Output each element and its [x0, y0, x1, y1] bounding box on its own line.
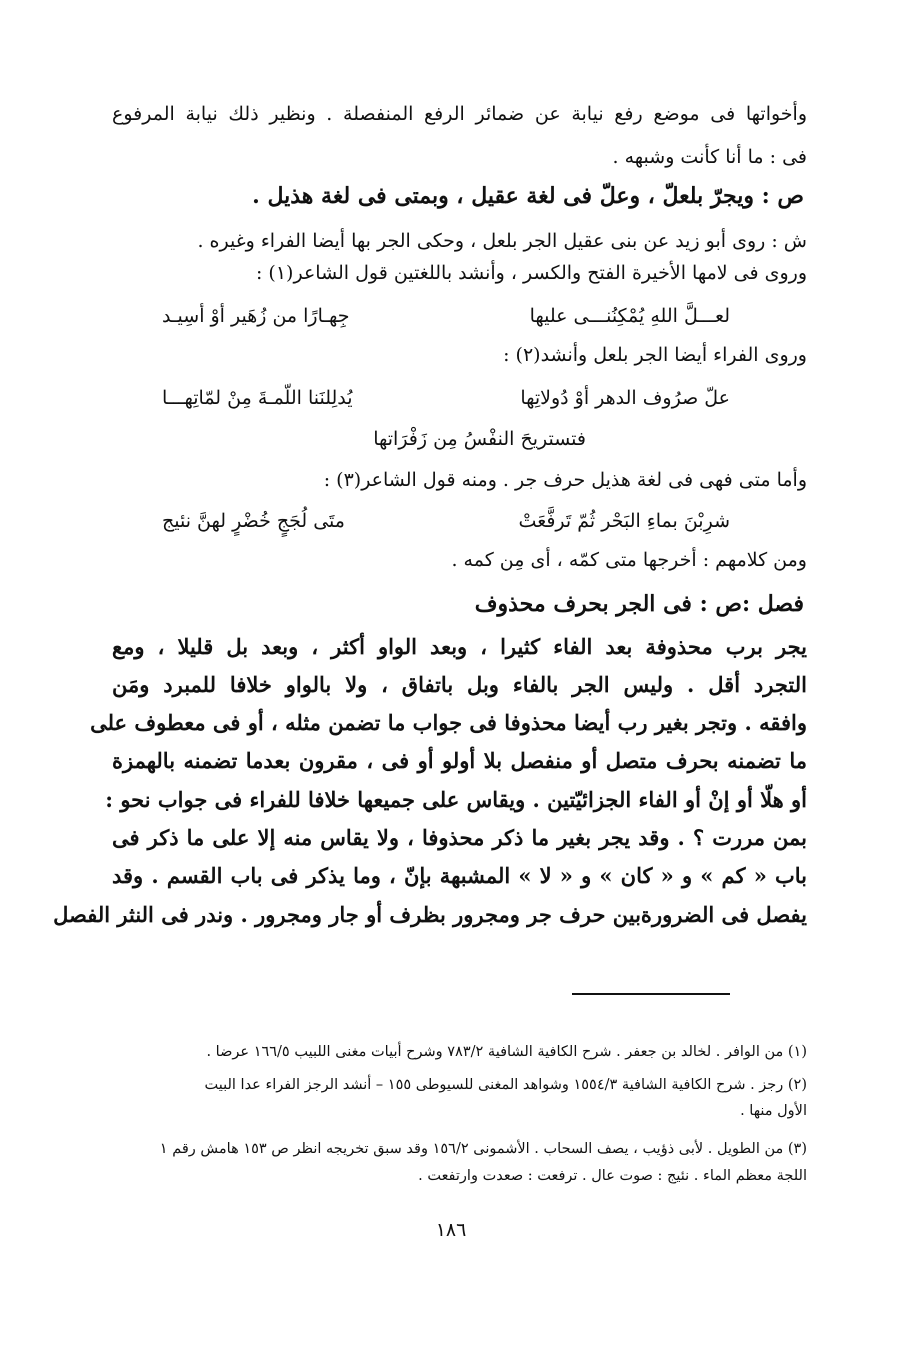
text-line: أو هلّا أو إنْ أو الفاء الجزائيّتين . ويقاس على جميعها خلافا للفراء فى جواب نحو : [105, 787, 807, 812]
verse-second-hemistich: متَى لُجَجٍ خُضْرٍ لهنَّ نئيج [162, 510, 345, 532]
text-line: باب « كم » و « كان » و « لا » المشبهة بإنّ ، وما يذكر فى باب القسم . وقد [112, 863, 807, 888]
text-line: ما تضمنه بحرف متصل أو منفصل بلا أولو أو فى ، مقرون بعدما تضمنه بالهمزة [112, 748, 807, 773]
verse-second-hemistich: يُدلِلنَنا اللّمـةَ مِنْ لمّاتِهـــا [162, 387, 353, 409]
verse-second-hemistich: جِهـارًا من زُهَير أوْ أسِيـد [162, 305, 350, 327]
section-heading: فصل :ص : فى الجر بحرف محذوف [474, 591, 804, 617]
poem-verse-continuation: فتستريحَ النفْسُ مِن زَفْرَاتها [373, 428, 586, 450]
text-line: وروى الفراء أيضا الجر بلعل وأنشد(٢) : [503, 344, 807, 366]
poem-verse [162, 506, 730, 536]
verse-first-hemistich: لعـــلَّ اللهِ يُمْكِنُنـــى عليها [529, 305, 730, 327]
footnote: (٢) رجز . شرح الكافية الشافية ١٥٥٤/٣ وشواهد المغنى للسيوطى ١٥٥ – أنشد الرجز الفراء عدا البيت [204, 1077, 807, 1093]
footnote: (٣) من الطويل . لأبى ذؤيب ، يصف السحاب . الأشمونى ١٥٦/٢ وقد سبق تخريجه انظر ص ١٥٣ هامش رقم ١ [159, 1141, 807, 1157]
poem-verse [162, 383, 730, 413]
verse-first-hemistich: شرِبْنَ بماءِ البَحْر ثُمّ تَرفَّعَتْ [518, 510, 730, 532]
rule-statement: ص : ويجرّ بلعلّ ، وعلّ فى لغة عقيل ، وبمتى فى لغة هذيل . [252, 183, 804, 209]
text-line: بمن مررت ؟ . وقد يجر بغير ما ذكر محذوفا ، ولا يقاس منه إلا على ما ذكر فى [112, 825, 807, 850]
footnote-continuation: اللجة معظم الماء . نئيج : صوت عال . ترفعت : صعدت وارتفعت . [418, 1168, 807, 1184]
footnote: (١) من الوافر . لخالد بن جعفر . شرح الكافية الشافية ٧٨٣/٢ وشرح أبيات مغنى اللبيب ١٦٦/٥ عرضا . [206, 1044, 807, 1060]
text-line: ش : روى أبو زيد عن بنى عقيل الجر بلعل ، وحكى الجر بها أيضا الفراء وغيره . [197, 230, 807, 252]
verse-first-hemistich: علّ صرُوف الدهر أوْ دُولاتِها [520, 387, 730, 409]
text-line: ومن كلامهم : أخرجها متى كمّه ، أى مِن كمه . [451, 549, 807, 571]
page-number: ١٨٦ [435, 1219, 467, 1241]
footnote-continuation: الأول منها . [740, 1103, 807, 1119]
text-line: التجرد أقل . وليس الجر بالفاء وبل باتفاق ، ولا بالواو خلافا للمبرد ومَن [112, 672, 807, 697]
text-line: فى : ما أنا كأنت وشبهه . [612, 146, 807, 168]
text-line: وروى فى لامها الأخيرة الفتح والكسر ، وأنشد باللغتين قول الشاعر(١) : [255, 262, 807, 284]
poem-verse [162, 301, 730, 331]
text-line: وأما متى فهى فى لغة هذيل حرف جر . ومنه قول الشاعر(٣) : [323, 469, 807, 491]
footnote-separator [572, 993, 730, 995]
text-line: وأخواتها فى موضع رفع نيابة عن ضمائر الرفع المنفصلة . ونظير ذلك نيابة المرفوع [112, 103, 807, 125]
text-line: يجر برب محذوفة بعد الفاء كثيرا ، وبعد الواو أكثر ، وبعد بل قليلا ، ومع [112, 634, 807, 659]
text-line: يفصل فى الضرورةبين حرف جر ومجرور بظرف أو جار ومجرور . وندر فى النثر الفصل [53, 902, 807, 927]
text-line: وافقه . وتجر بغير رب أيضا محذوفا فى جواب ما تضمن مثله ، أو فى معطوف على [90, 710, 807, 735]
